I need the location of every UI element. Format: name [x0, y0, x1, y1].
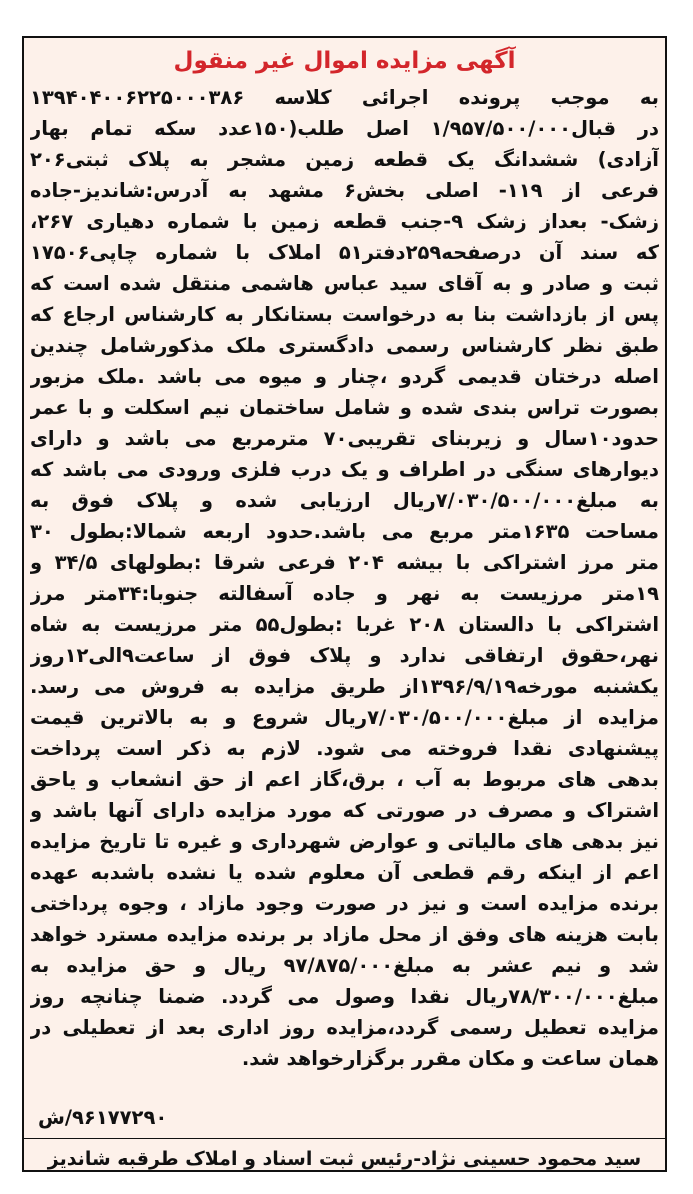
notice-line: بابت هزینه های وفق از محل مازاد بر برنده مزایده مسترد خواهد [30, 923, 659, 946]
notice-box [22, 36, 667, 1172]
notice-body [24, 82, 665, 1074]
notice-line: آزادی) ششدانگ یک قطعه زمین مشجر به پلاک ثبتی۲۰۶ [30, 148, 659, 171]
notice-line: بصورت تراس بندی شده و شامل ساختمان نیم اسکلت و با عمر [30, 396, 659, 419]
notice-line: مزایده از مبلغ۷/۰۳۰/۵۰۰/۰۰۰ریال شروع و به بالاترین قیمت [30, 706, 659, 729]
notice-line: در قبال۱/۹۵۷/۵۰۰/۰۰۰ اصل طلب(۱۵۰عدد سکه تمام بهار [30, 117, 659, 140]
signature: سید محمود حسینی نژاد-رئیس ثبت اسناد و املاک طرقبه شاندیز [47, 1148, 642, 1170]
notice-line: برنده مزایده است و نیز در صورت وجود مازاد ، وجوه پرداختی [30, 892, 659, 915]
notice-title: آگهی مزایده اموال غیر منقول [173, 48, 516, 74]
notice-line: شد و نیم عشر به مبلغ۹۷/۸۷۵/۰۰۰ ریال و حق مزایده به [30, 954, 659, 977]
signature-divider [24, 1138, 665, 1139]
notice-line: مبلغ۷۸/۳۰۰/۰۰۰ریال نقدا وصول می گردد. ضمنا چنانچه روز [30, 985, 659, 1008]
notice-line: که سند آن درصفحه۲۵۹دفتر۵۱ املاک با شماره چاپی۱۷۵۰۶ [30, 241, 659, 264]
notice-line: فرعی از ۱۱۹- اصلی بخش۶ مشهد به آدرس:شاندیز-جاده [30, 179, 659, 202]
notice-line: پس از بازداشت بنا به درخواست بستانکار به کارشناس ارجاع که [30, 303, 659, 326]
notice-line: نیز بدهی های مالیاتی و عوارض شهرداری و غیره تا تاریخ مزایده [30, 830, 659, 853]
notice-line: نهر،حقوق ارتفاقی ندارد و پلاک فوق از ساعت۹الی۱۲روز [30, 644, 659, 667]
notice-line: حدود۱۰سال و زیربنای تقریبی۷۰ مترمربع می باشد و دارای [30, 427, 659, 450]
notice-line: همان ساعت و مکان مقرر برگزارخواهد شد. [241, 1047, 659, 1070]
notice-line: به موجب پرونده اجرائی کلاسه ۱۳۹۴۰۴۰۰۶۲۲۵۰۰۰۳۸۶ [30, 86, 659, 109]
notice-line: اشتراک و مصرف در صورتی که مورد مزایده دارای آنها باشد و [30, 799, 659, 822]
notice-line: متر مرز اشتراکی با بیشه ۲۰۴ فرعی شرقا :بطولهای ۳۴/۵ و [30, 551, 659, 574]
notice-line: دیوارهای سنگی در اطراف و یک درب فلزی ورودی می باشد که [30, 458, 659, 481]
notice-line: ثبت و صادر و به آقای سید عباس هاشمی منتقل شده است که [30, 272, 659, 295]
notice-line: به مبلغ۷/۰۳۰/۵۰۰/۰۰۰ریال ارزیابی شده و پلاک فوق به [30, 489, 659, 512]
notice-code: ۹۶۱۷۷۲۹۰/ش [38, 1106, 168, 1129]
notice-line: بدهی های مربوط به آب ، برق،گاز اعم از حق انشعاب و یاحق [30, 768, 659, 791]
notice-line: مساحت ۱۶۳۵متر مربع می باشد.حدود اربعه شمالا:بطول ۳۰ [30, 520, 659, 543]
notice-line: زشک- بعداز زشک ۹-جنب قطعه زمین با شماره دهیاری ۲۶۷، [30, 210, 659, 233]
notice-line: اصله درختان قدیمی گردو ،چنار و میوه می باشد .ملک مزبور [30, 365, 659, 388]
notice-line: اشتراکی با دالستان ۲۰۸ غربا :بطول۵۵ متر مرزیست به شاه [30, 613, 659, 636]
notice-line: ۱۹متر مرزیست به نهر و جاده آسفالته جنوبا:۳۴متر مرز [30, 582, 659, 605]
notice-line: یکشنبه مورخه۱۳۹۶/۹/۱۹از طریق مزایده به فروش می رسد. [30, 675, 659, 698]
notice-line: طبق نظر کارشناس رسمی دادگستری ملک مذکورشامل چندین [30, 334, 659, 357]
notice-line: اعم از اینکه رقم قطعی آن معلوم شده یا نشده باشدبه عهده [30, 861, 659, 884]
notice-line: مزایده تعطیل رسمی گردد،مزایده روز اداری بعد از تعطیلی در [30, 1016, 659, 1039]
notice-line: پیشنهادی نقدا فروخته می شود. لازم به ذکر است پرداخت [30, 737, 659, 760]
